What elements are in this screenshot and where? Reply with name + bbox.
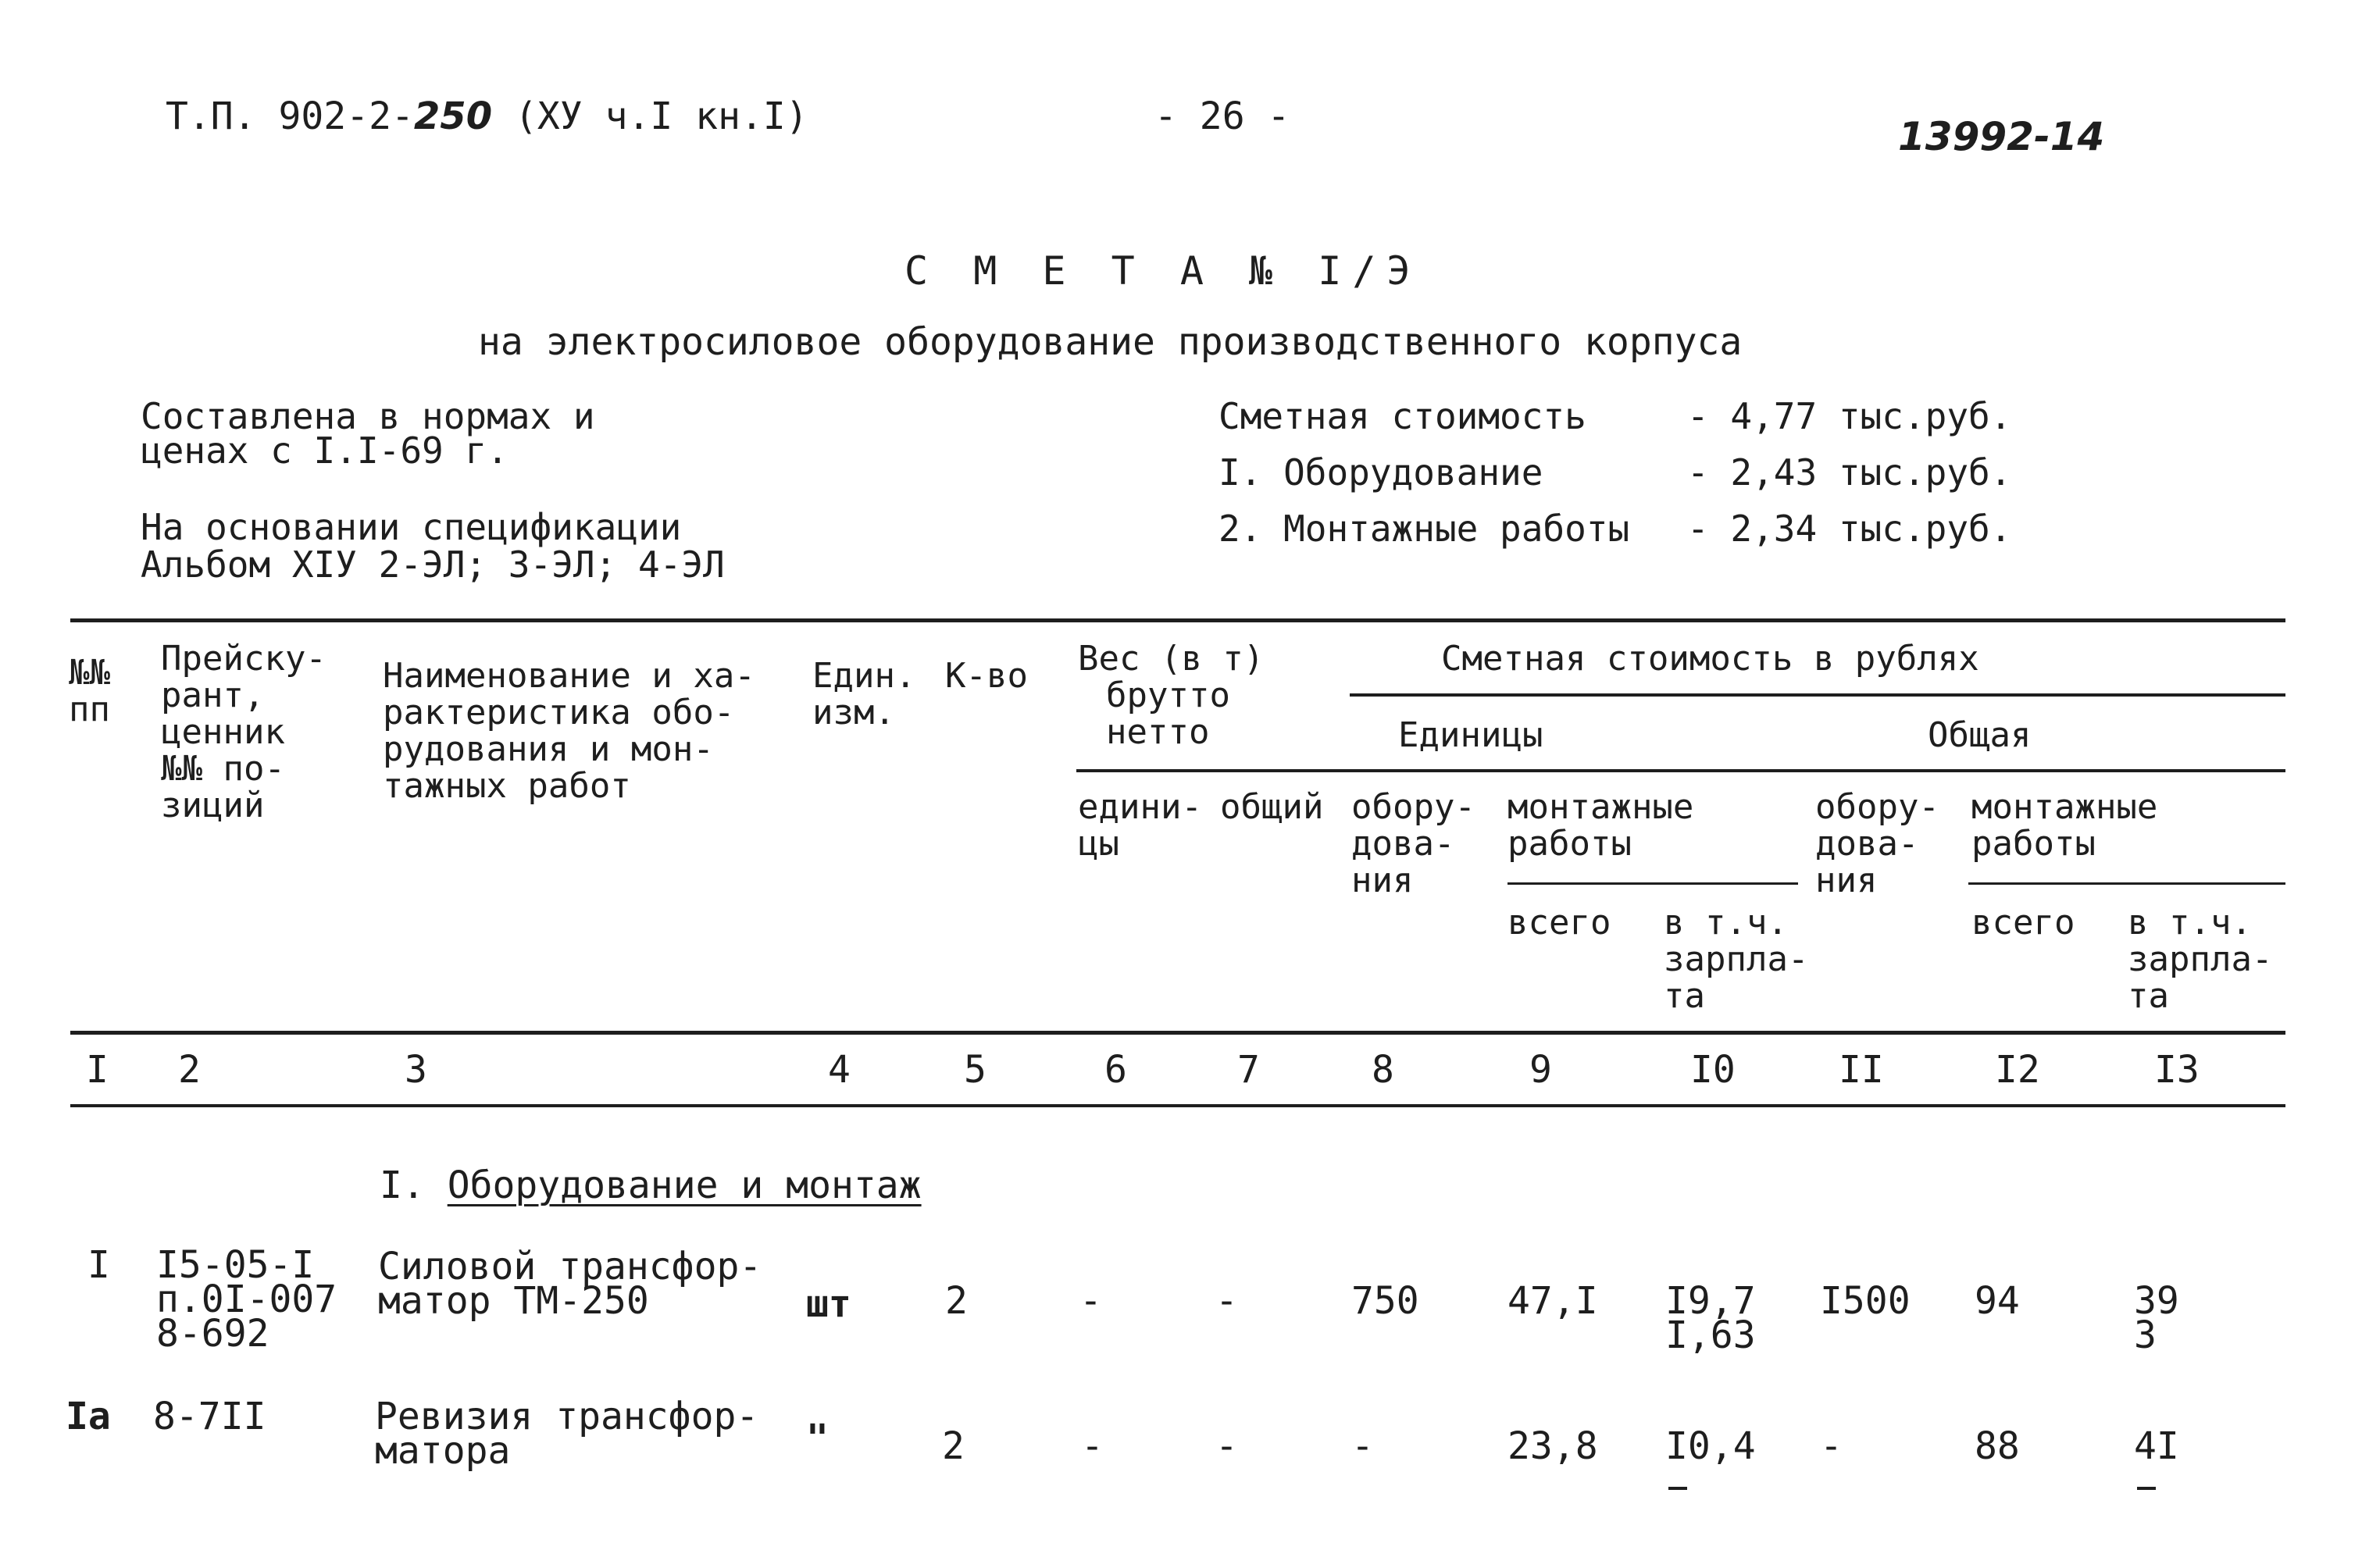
section-heading	[380, 1164, 922, 1207]
row-2-equipment-unit: -	[1351, 1424, 1374, 1468]
column-numbers-rule	[70, 1104, 2285, 1107]
weight-unit-header: едини- цы	[1078, 787, 1202, 864]
column-number: II	[1839, 1048, 1884, 1092]
row-2-wage-total: 4I	[2134, 1424, 2179, 1468]
basis-line-2: Альбом ХIУ 2-ЭЛ; 3-ЭЛ; 4-ЭЛ	[141, 543, 725, 586]
column-number: 7	[1237, 1048, 1260, 1092]
row-1-name: Силовой трансфор- матор ТМ-250	[378, 1245, 762, 1323]
document-code-suffix: (ХУ ч.I кн.I)	[492, 94, 808, 138]
cost-install-value: - 2,34 тыс.руб.	[1687, 508, 2012, 550]
cost-group-header: Сметная стоимость в рублях	[1441, 639, 1979, 679]
unit-equipment-header: обору- дова- ния	[1351, 787, 1475, 900]
row-1-weight-unit: -	[1079, 1279, 1102, 1323]
cost-install-label: 2. Монтажные работы	[1218, 508, 1630, 550]
column-number: I0	[1690, 1048, 1736, 1092]
column-number: 4	[828, 1048, 851, 1092]
cost-total-value: - 4,77 тыс.руб.	[1687, 395, 2012, 437]
document-subtitle: на электросиловое оборудование производственного корпуса	[478, 320, 1743, 364]
column-number: I2	[1995, 1048, 2040, 1092]
total-install-all-header: всего	[1971, 903, 2075, 943]
col-4-header: Един. изм.	[812, 656, 916, 732]
archive-number: 13992-14	[1898, 114, 2105, 159]
row-1-wage-unit: I9,7 I,63	[1665, 1279, 1756, 1357]
row-1-qty: 2	[945, 1279, 968, 1323]
col-5-header: К-во	[945, 656, 1028, 696]
cost-group-rule	[1350, 693, 2285, 697]
row-1-install-total: 94	[1975, 1279, 2020, 1323]
col-1-header: №№ пп	[69, 653, 110, 729]
column-number: 9	[1529, 1048, 1552, 1092]
document-code	[166, 94, 808, 138]
row-2-unit: "	[806, 1417, 829, 1460]
weight-total-header: общий	[1220, 787, 1324, 827]
unit-group-header: Единицы	[1398, 715, 1543, 755]
row-1-install-unit: 47,I	[1507, 1279, 1598, 1323]
column-number: 8	[1372, 1048, 1394, 1092]
row-2-wage-total-underline	[2137, 1487, 2156, 1490]
cost-equipment-label: I. Оборудование	[1218, 451, 1543, 494]
weight-header: Вес (в т) брутто нетто	[1078, 639, 1265, 752]
norms-line-1: Составлена в нормах и	[141, 395, 595, 437]
row-1-unit: шт	[806, 1282, 851, 1326]
cost-equipment-value: - 2,43 тыс.руб.	[1687, 451, 2012, 494]
row-1-wage-total: 39 3	[2134, 1279, 2179, 1357]
header-bottom-rule	[70, 1031, 2285, 1035]
total-install-rule	[1968, 882, 2285, 885]
row-2-install-unit: 23,8	[1507, 1424, 1598, 1468]
total-equipment-header: обору- дова- ния	[1815, 787, 1939, 900]
column-number: I3	[2154, 1048, 2200, 1092]
unit-install-rule	[1507, 882, 1798, 885]
total-group-header: Общая	[1928, 715, 2032, 755]
unit-install-header: монтажные работы	[1507, 787, 1694, 864]
row-2-weight-total: -	[1215, 1424, 1238, 1468]
row-2-wage-unit: I0,4	[1665, 1424, 1756, 1468]
row-2-num: Iа	[66, 1395, 111, 1438]
section-number: I.	[380, 1164, 448, 1207]
column-number: 6	[1104, 1048, 1127, 1092]
column-number: 3	[405, 1048, 427, 1092]
row-2-install-total: 88	[1975, 1424, 2020, 1468]
col-3-header: Наименование и ха- рактеристика обо- рудования и мон- тажных работ	[383, 656, 755, 806]
table-top-rule	[70, 618, 2285, 622]
document-code-handwritten: 250	[413, 94, 493, 138]
col-2-header: Прейску- рант, ценник №№ по- зиций	[161, 639, 326, 825]
unit-install-all-header: всего	[1507, 903, 1611, 943]
row-2-equipment-total: -	[1820, 1424, 1843, 1468]
row-1-price: I5-05-I п.0I-007 8-692	[156, 1243, 337, 1356]
row-1-num: I	[87, 1243, 110, 1287]
subheader-rule	[1076, 769, 2285, 772]
unit-wage-header: в т.ч. зарпла- та	[1664, 903, 1809, 1016]
row-1-weight-total: -	[1215, 1279, 1238, 1323]
row-2-wage-unit-underline	[1668, 1487, 1687, 1490]
section-title: Оборудование и монтаж	[447, 1164, 922, 1207]
row-2-qty: 2	[942, 1424, 965, 1468]
basis-line-1: На основании спецификации	[141, 506, 682, 548]
row-2-weight-unit: -	[1081, 1424, 1104, 1468]
page-number: - 26 -	[1154, 94, 1290, 138]
row-2-price: 8-7II	[153, 1395, 266, 1438]
document-title: С М Е Т А № I/Э	[904, 248, 1422, 294]
column-number: 5	[964, 1048, 987, 1092]
total-install-header: монтажные работы	[1971, 787, 2158, 864]
row-2-name: Ревизия трансфор- матора	[375, 1395, 759, 1473]
column-number: 2	[178, 1048, 201, 1092]
column-number: I	[86, 1048, 109, 1092]
row-1-equipment-unit: 750	[1351, 1279, 1419, 1323]
document-code-prefix: Т.П. 902-2-	[166, 94, 414, 138]
total-wage-header: в т.ч. зарпла- та	[2128, 903, 2273, 1016]
row-1-equipment-total: I500	[1820, 1279, 1911, 1323]
cost-total-label: Сметная стоимость	[1218, 395, 1586, 437]
norms-line-2: ценах с I.I-69 г.	[141, 429, 508, 472]
